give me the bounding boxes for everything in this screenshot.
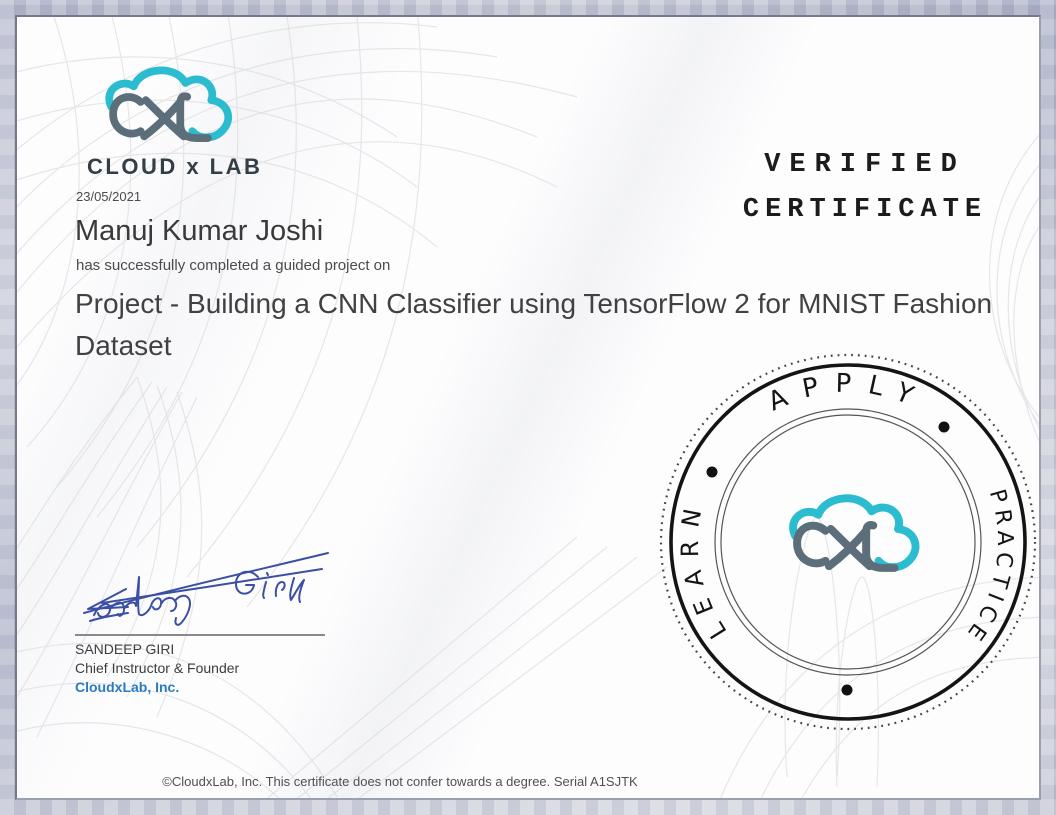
completion-text: has successfully completed a guided project on (76, 257, 391, 274)
verified-certificate-label (705, 143, 1025, 233)
seal-dot-left (707, 467, 718, 478)
handwritten-signature (72, 545, 337, 633)
issue-date: 23/05/2021 (76, 189, 142, 204)
signature-divider (75, 634, 325, 636)
seal-dot-bottom (842, 685, 853, 696)
footer-disclaimer: ©CloudxLab, Inc. This certificate does not confer towards a degree. Serial A1SJTK (162, 774, 638, 789)
project-title: Project - Building a CNN Classifier using TensorFlow 2 for MNIST Fashion Dataset (75, 288, 993, 361)
seal-word-practice: PRACTICE (958, 486, 1018, 650)
seal-word-apply: APPLY (763, 368, 933, 418)
verified-line2: CERTIFICATE (742, 195, 988, 225)
signer-title: Chief Instructor & Founder (75, 660, 240, 676)
company-link[interactable]: CloudxLab, Inc. (75, 679, 180, 695)
seal-word-learn: LEARN (675, 494, 733, 644)
recipient-name: Manuj Kumar Joshi (75, 215, 324, 247)
brand-name: CLOUD x LAB (87, 154, 263, 179)
learn-apply-practice-seal (648, 342, 1041, 742)
seal-dot-top-right (939, 422, 950, 433)
certificate-body (15, 15, 1041, 800)
verified-line1: VERIFIED (764, 150, 966, 180)
signer-printed-name: SANDEEP GIRI (75, 641, 175, 657)
cloudxlab-logo-icon (89, 62, 244, 153)
seal-cloudxlab-logo-icon (793, 498, 915, 568)
